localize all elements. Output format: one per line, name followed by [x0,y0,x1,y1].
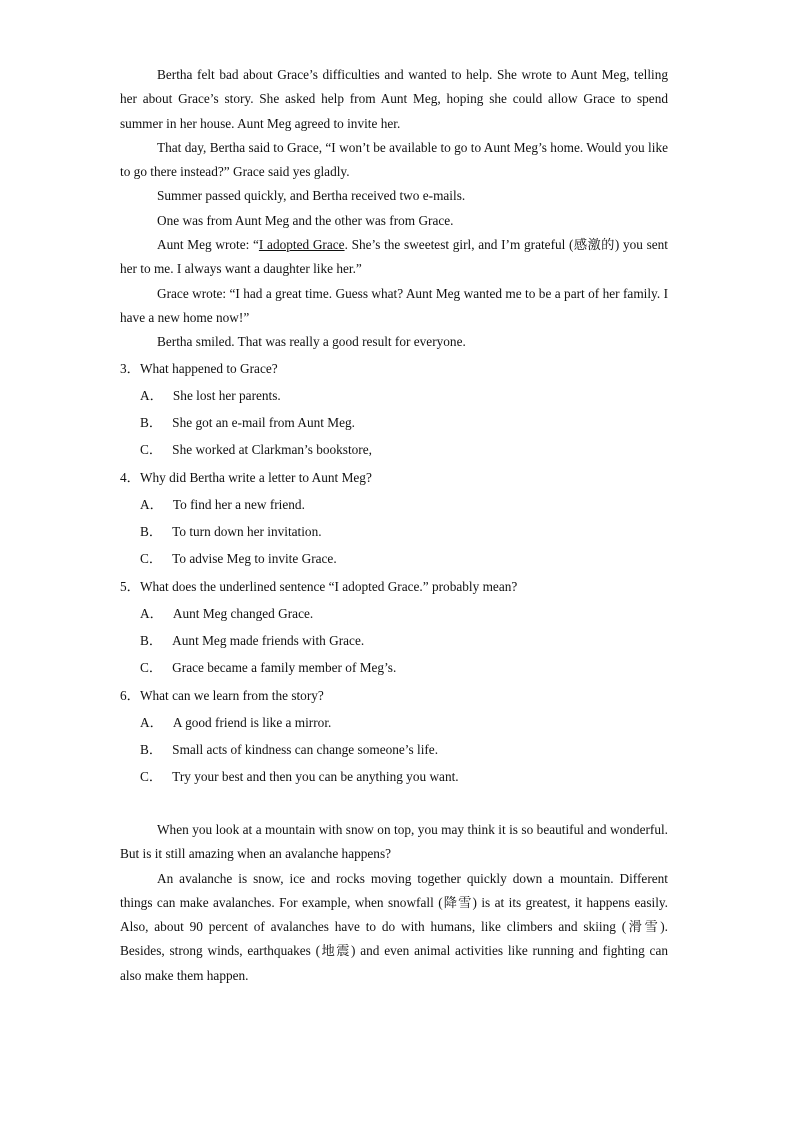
option-text: To advise Meg to invite Grace. [172,551,337,566]
option-label: B． [140,742,163,757]
option-label: C． [140,660,163,675]
option-text: Try your best and then you can be anything you want. [172,769,459,784]
paragraph: One was from Aunt Meg and the other was from Grace. [157,212,454,228]
option-label: B． [140,633,163,648]
option-b [140,522,322,542]
option-label: C． [140,442,163,457]
option-text: Small acts of kindness can change someone’s life. [172,742,439,757]
paragraph: Bertha smiled. That was really a good result for everyone. [157,334,466,350]
question-text: What happened to Grace? [139,361,278,376]
paragraph: An avalanche is snow, ice and rocks moving together quickly down a mountain. Different things can make avalanches. For example, when snowfall (降雪) is at its greatest, it happens easily. Also, about 90 percent of avalanches have to do with humans, like climbers and skiing (滑雪). Besides, strong winds, earthquakes (地震) and even animal activities like running and fighting can also make them happen. [120,870,668,983]
question-6 [120,686,324,706]
option-text: Aunt Meg made friends with Grace. [172,633,365,648]
question-number: 5． [120,579,140,594]
option-text: She worked at Clarkman’s bookstore, [172,442,372,457]
option-text: She lost her parents. [172,388,281,403]
option-label: B． [140,524,163,539]
question-number: 3． [120,361,140,376]
option-b [140,631,364,651]
option-text: She got an e-mail from Aunt Meg. [172,415,355,430]
option-text: Grace became a family member of Meg’s. [172,660,397,675]
option-label: A． [140,715,163,730]
question-number: 4． [120,470,140,485]
paragraph: When you look at a mountain with snow on top, you may think it is so beautiful and wonderful. But is it still amazing when an avalanche happens? [120,822,668,862]
option-text: To find her a new friend. [172,497,305,512]
question-text: What can we learn from the story? [139,688,324,703]
option-label: C． [140,551,163,566]
option-label: A． [140,497,163,512]
passage-two [120,818,668,988]
question-4 [120,468,372,488]
option-b [140,740,438,760]
option-a [140,604,313,624]
question-5 [120,577,517,597]
option-c [140,767,459,787]
option-c [140,440,372,460]
option-b [140,413,355,433]
underlined-sentence: I adopted Grace [258,237,345,253]
text-run: . She’s the sweetest girl, and I’m grateful (感激的) you sent her to me. I always want a daughter like her.” [120,237,668,277]
question-text: Why did Bertha write a letter to Aunt Meg? [139,470,372,485]
option-a [140,495,305,515]
option-label: B． [140,415,163,430]
question-3 [120,359,278,379]
question-text: What does the underlined sentence “I adopted Grace.” probably mean? [139,579,518,594]
option-text: A good friend is like a mirror. [172,715,332,730]
option-a [140,713,331,733]
paragraph: That day, Bertha said to Grace, “I won’t be available to go to Aunt Meg’s home. Would you like to go there instead?” Grace said yes gladly. [120,139,668,180]
option-label: A． [140,606,163,621]
option-c [140,658,396,678]
paragraph: Summer passed quickly, and Bertha received two e-mails. [157,188,466,204]
paragraph: Bertha felt bad about Grace’s difficulties and wanted to help. She wrote to Aunt Meg, telling her about Grace’s story. She asked help from Aunt Meg, hoping she could allow Grace to spend summer in her house. Aunt Meg agreed to invite her. [120,67,668,131]
option-label: A． [140,388,163,403]
text-run: Aunt Meg wrote: “ [157,237,259,253]
option-text: To turn down her invitation. [172,524,322,539]
paragraph [120,233,668,282]
option-c [140,549,337,569]
option-label: C． [140,769,163,784]
passage-one [120,63,668,355]
paragraph: Grace wrote: “I had a great time. Guess what? Aunt Meg wanted me to be a part of her family. I have a new home now!” [120,285,668,325]
option-a [140,386,281,406]
option-text: Aunt Meg changed Grace. [172,606,314,621]
question-number: 6． [120,688,140,703]
